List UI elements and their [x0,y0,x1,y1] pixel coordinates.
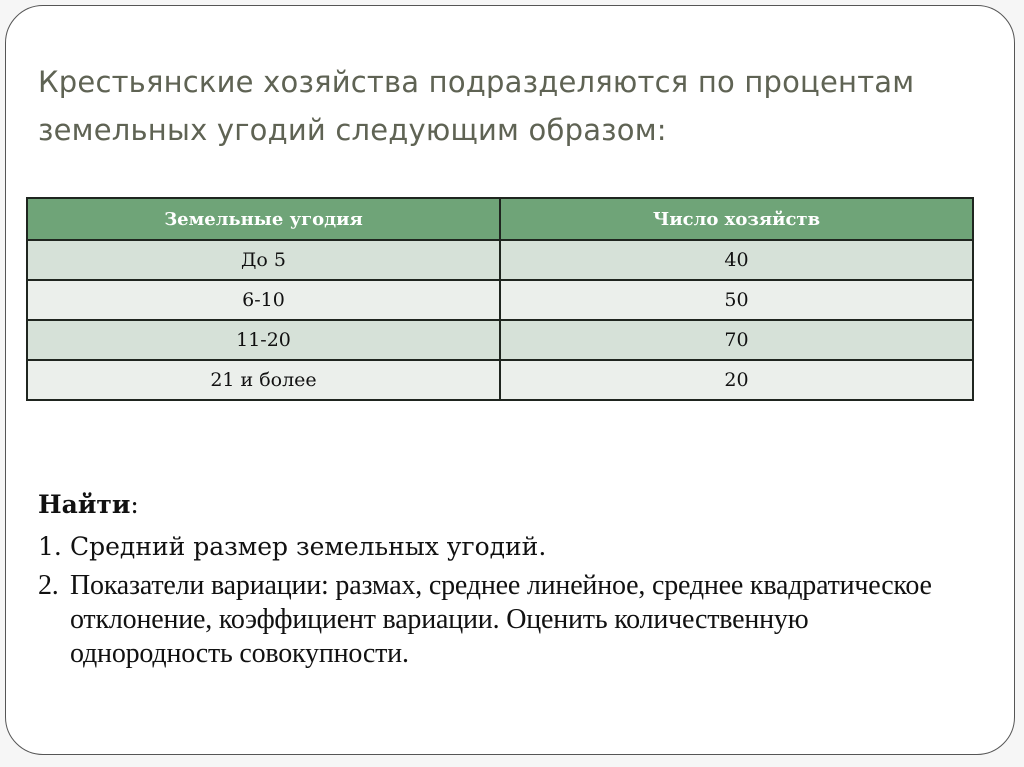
task-item-text: Показатели вариации: размах, среднее линейное, среднее квадратическое отклонение, коэффициент вариации. Оценить количественную однородность совокупности. [70,570,932,669]
task-item-number: 2. [38,570,59,601]
cell-land-area: До 5 [27,240,500,280]
task-section [38,485,958,671]
task-item-number: 1. [38,532,62,561]
task-item-text: Средний размер земельных угодий. [70,532,547,561]
find-label: Найти [38,490,131,519]
table-row [27,240,973,280]
task-item-variation [38,569,958,671]
table-row [27,360,973,400]
cell-land-area: 21 и более [27,360,500,400]
find-colon: : [130,490,139,519]
land-holdings-table [26,197,974,401]
slide-title-line-1: Крестьянские хозяйства подразделяются по процентам [38,65,915,99]
cell-farm-count: 20 [500,360,973,400]
cell-land-area: 6-10 [27,280,500,320]
slide-title [38,58,998,154]
cell-farm-count: 50 [500,280,973,320]
task-item-mean-size [38,529,958,565]
table-header-row [27,198,973,240]
slide-title-line-2: земельных угодий следующим образом: [38,113,667,147]
task-list [38,529,958,671]
table-row [27,320,973,360]
find-heading [38,485,958,525]
header-farm-count: Число хозяйств [500,198,973,240]
cell-land-area: 11-20 [27,320,500,360]
cell-farm-count: 70 [500,320,973,360]
cell-farm-count: 40 [500,240,973,280]
table-row [27,280,973,320]
header-land-area: Земельные угодия [27,198,500,240]
